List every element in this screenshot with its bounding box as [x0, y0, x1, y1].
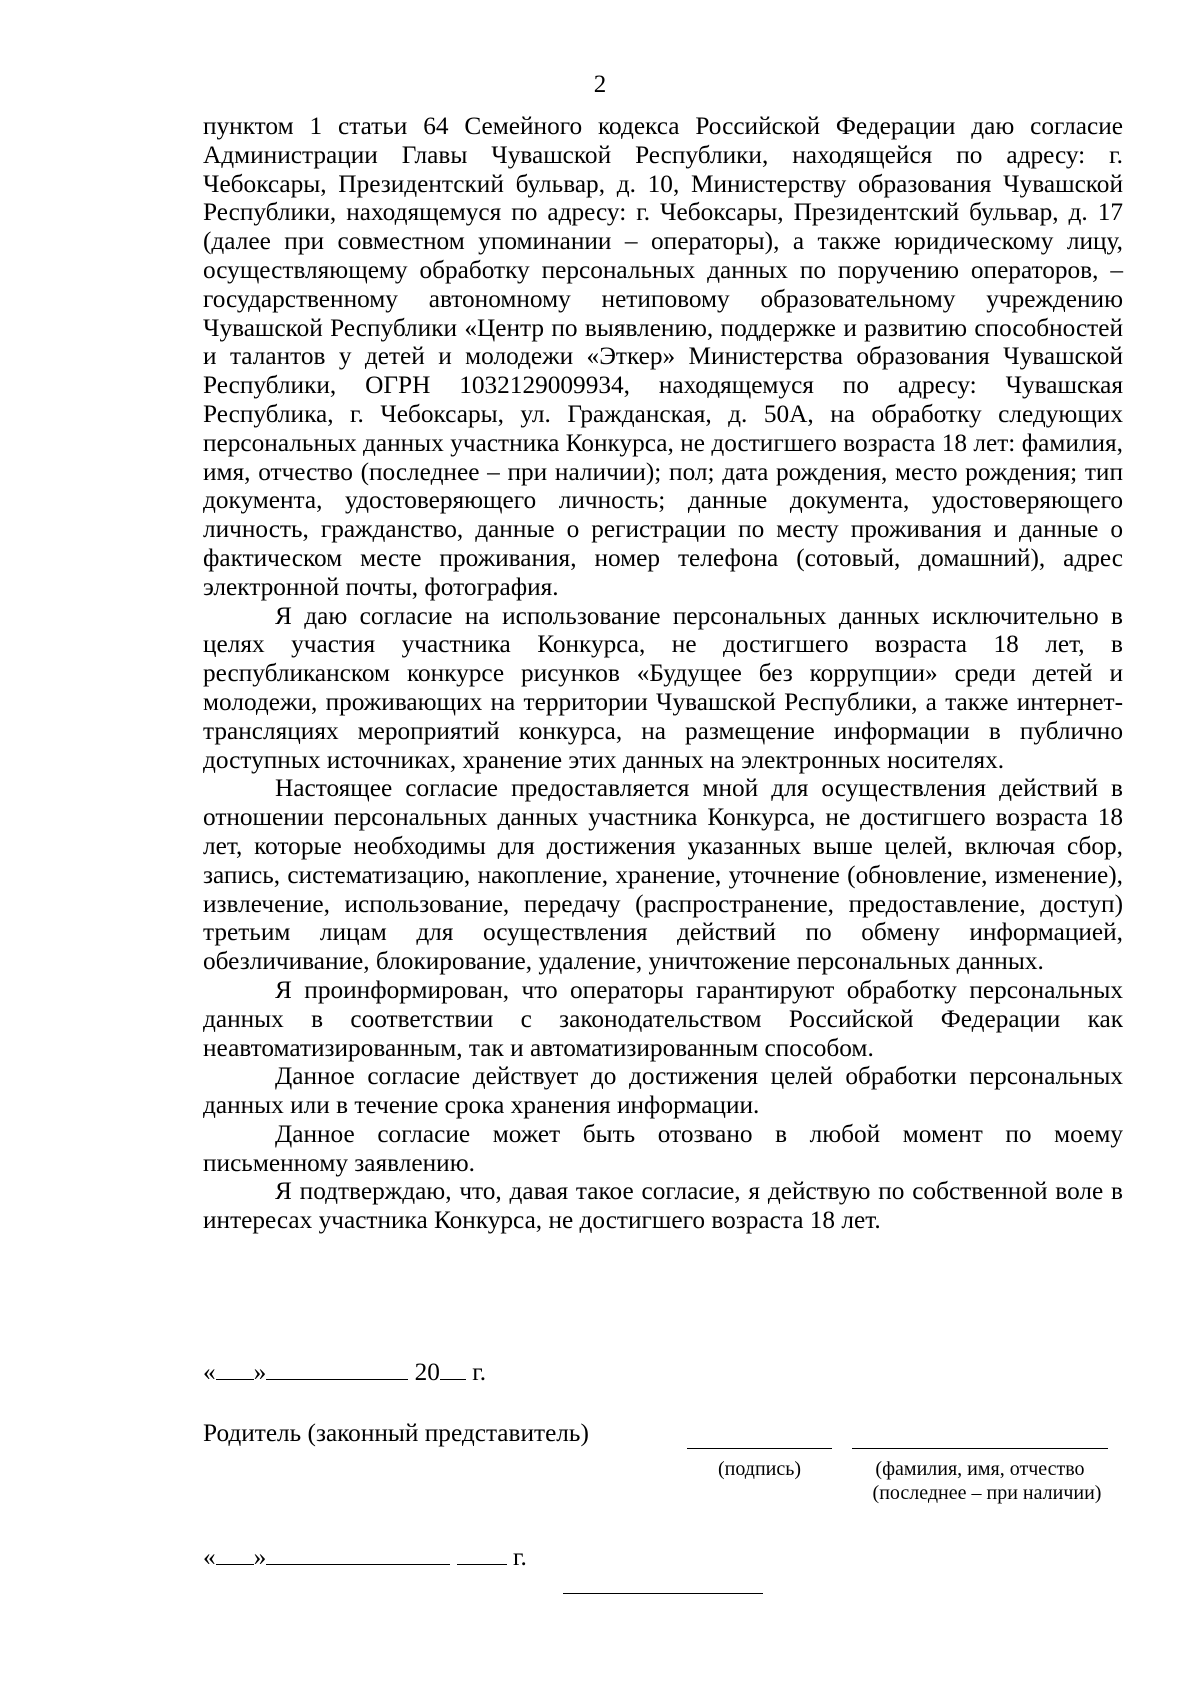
year-prefix: 20 — [414, 1358, 440, 1386]
close-quote: » — [253, 1543, 267, 1571]
month-blank[interactable] — [266, 1542, 450, 1565]
year-suffix: г. — [465, 1358, 487, 1386]
full-name-caption-line2: (последнее – при наличии) — [872, 1482, 1102, 1504]
signature-line[interactable] — [687, 1448, 832, 1449]
year-suffix: г. — [506, 1543, 527, 1571]
page-number: 2 — [593, 71, 607, 98]
parent-label: Родитель (законный представитель) — [203, 1419, 589, 1447]
date-line-first — [203, 1357, 486, 1387]
bottom-signature-line[interactable] — [563, 1593, 763, 1594]
year-blank[interactable] — [457, 1542, 507, 1565]
open-quote: « — [203, 1543, 216, 1571]
paragraph-6: Данное согласие может быть отозвано в любой момент по моему письменному заявлению. — [203, 1119, 1123, 1177]
paragraph-3: Настоящее согласие предоставляется мной для осуществления действий в отношении персональных данных участника Конкурса, не достигшего возраста 18 лет, которые необходимы для достижения указанных выше целей, включая сбор, запись, систематизацию, накопление, хранение, уточнение (обновление, изменение), извлечение, использование, передачу (распространение, предоставление, доступ) третьим лицам для осуществления действий по обмену информацией, обезличивание, блокирование, удаление, уничтожение персональных данных. — [203, 774, 1123, 976]
full-name-line[interactable] — [852, 1448, 1108, 1449]
month-blank[interactable] — [266, 1357, 408, 1380]
year-blank[interactable] — [440, 1357, 466, 1380]
day-blank[interactable] — [216, 1542, 254, 1565]
paragraph-7: Я подтверждаю, что, давая такое согласие, я действую по собственной воле в интересах участника Конкурса, не достигшего возраста 18 лет. — [203, 1177, 1123, 1235]
open-quote: « — [203, 1358, 216, 1386]
paragraph-1: пунктом 1 статьи 64 Семейного кодекса Российской Федерации даю согласие Администрации Главы Чувашской Республики, находящейся по адресу: г. Чебоксары, Президентский бульвар, д. 10, Министерству образования Чувашской Республики, находящемуся по адресу: г. Чебоксары, Президентский бульвар, д. 17 (далее при совместном упоминании – операторы), а также юридическому лицу, осуществляющему обработку персональных данных по поручению операторов, – государственному автономному нетиповому образовательному учреждению Чувашской Республики «Центр по выявлению, поддержке и развитию способностей и талантов у детей и молодежи «Эткер» Министерства образования Чувашской Республики, ОГРН 1032129009934, находящемуся по адресу: Чувашская Республика, г. Чебоксары, ул. Гражданская, д. 50А, на обработку следующих персональных данных участника Конкурса, не достигшего возраста 18 лет: фамилия, имя, отчество (последнее – при наличии); пол; дата рождения, место рождения; тип документа, удостоверяющего личность; данные документа, удостоверяющего личность, гражданство, данные о регистрации по месту проживания и данные о фактическом месте проживания, номер телефона (сотовый, домашний), адрес электронной почты, фотография. — [203, 112, 1123, 601]
paragraph-2: Я даю согласие на использование персональных данных исключительно в целях участия участника Конкурса, не достигшего возраста 18 лет, в республиканском конкурсе рисунков «Будущее без коррупции» среди детей и молодежи, проживающих на территории Чувашской Республики, а также интернет-трансляциях мероприятий конкурса, на размещение информации в публично доступных источниках, хранение этих данных на электронных носителях. — [203, 601, 1123, 774]
paragraph-4: Я проинформирован, что операторы гарантируют обработку персональных данных в соответствии с законодательством Российской Федерации как неавтоматизированным, так и автоматизированным способом. — [203, 975, 1123, 1062]
consent-body — [203, 112, 1123, 1235]
date-line-second — [203, 1542, 527, 1572]
close-quote: » — [253, 1358, 267, 1386]
day-blank[interactable] — [216, 1357, 254, 1380]
signature-caption: (подпись) — [717, 1458, 802, 1480]
paragraph-5: Данное согласие действует до достижения целей обработки персональных данных или в течение срока хранения информации. — [203, 1062, 1123, 1120]
full-name-caption-line1: (фамилия, имя, отчество — [875, 1458, 1085, 1480]
